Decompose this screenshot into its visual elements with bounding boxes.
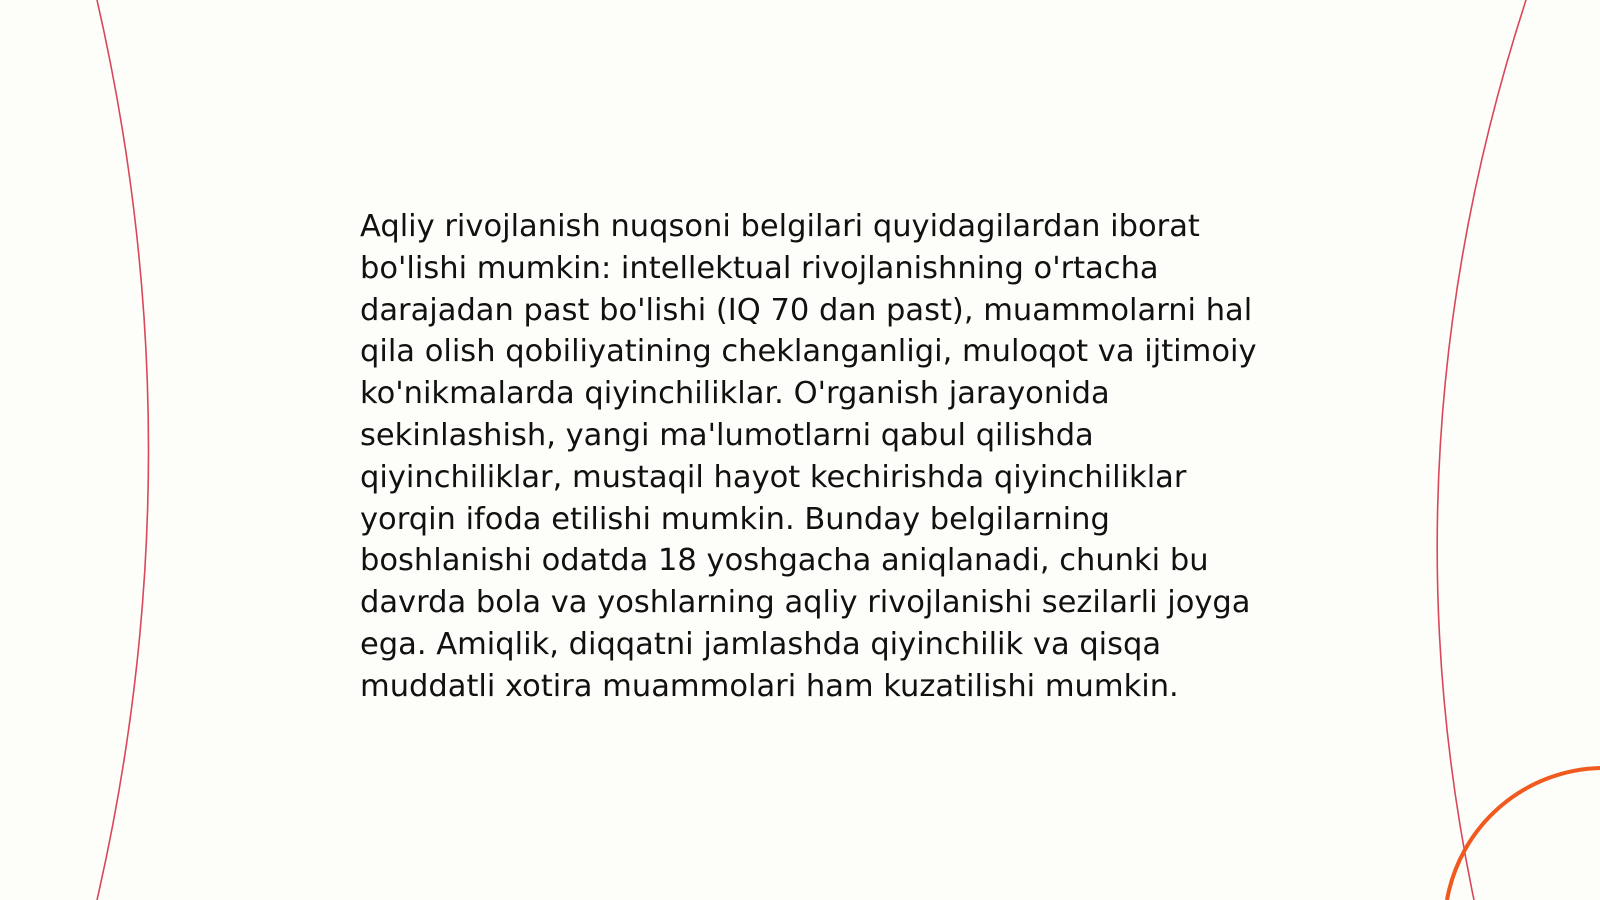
left-curve-line <box>97 0 149 900</box>
body-paragraph: Aqliy rivojlanish nuqsoni belgilari quyidagilardan iborat bo'lishi mumkin: intellektual rivojlanishning o'rtacha darajadan past bo'lishi (IQ 70 dan past), muammolarni hal qila olish qobiliyatining cheklanganligi, muloqot va ijtimoiy ko'nikmalarda qiyinchiliklar. O'rganish jarayonida sekinlashish, yangi ma'lumotlarni qabul qilishda qiyinchiliklar, mustaqil hayot kechirishda qiyinchiliklar yorqin ifoda etilishi mumkin. Bunday belgilarning boshlanishi odatda 18 yoshgacha aniqlanadi, chunki bu davrda bola va yoshlarning aqliy rivojlanishi sezilarli joyga ega. Amiqlik, diqqatni jamlashda qiyinchilik va qisqa muddatli xotira muammolari ham kuzatilishi mumkin. <box>360 209 1257 704</box>
right-curve-line <box>1437 0 1526 900</box>
